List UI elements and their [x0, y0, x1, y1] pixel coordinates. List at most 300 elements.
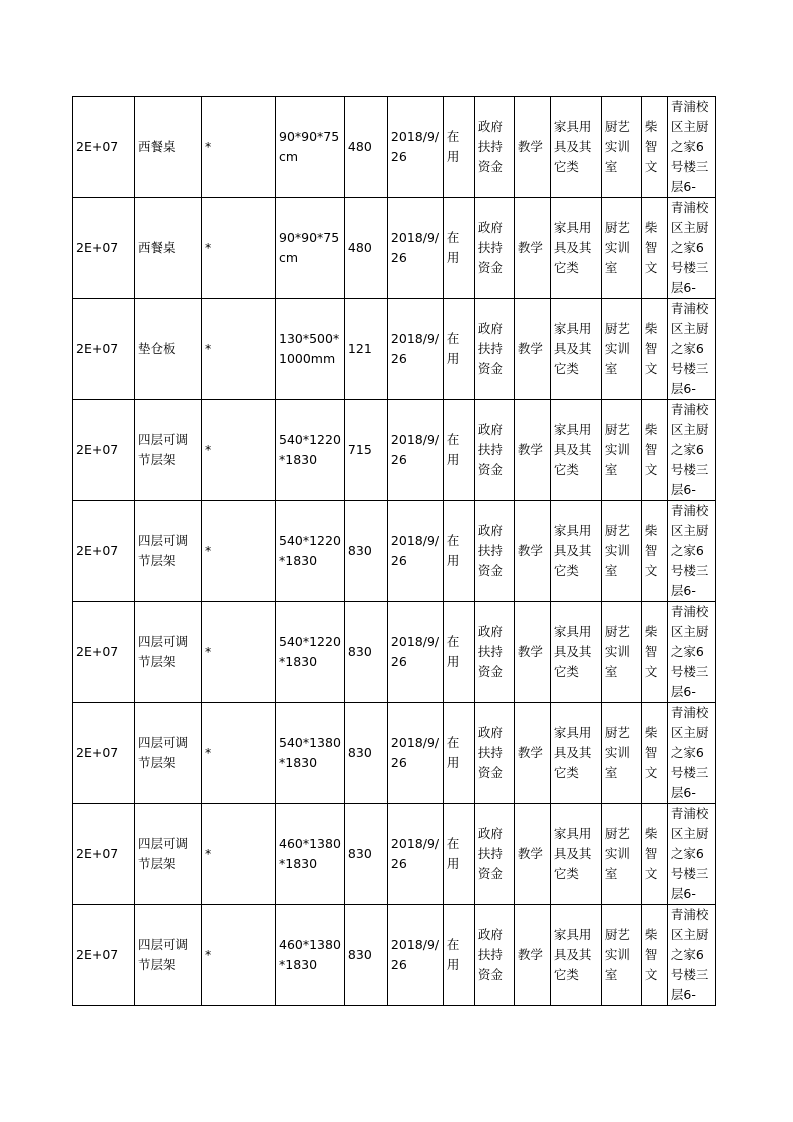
table-row	[73, 198, 716, 299]
location-cell-line: 号楼三	[670, 462, 709, 477]
location-cell-line: 号楼三	[670, 361, 709, 376]
location-cell-line: 区主厨	[670, 119, 709, 134]
location-cell-line: 青浦校	[670, 402, 709, 417]
usage-status-cell: 在用	[443, 299, 474, 400]
asset-spec-cell-line: 460*1380	[279, 836, 341, 851]
asset-price-cell: 830	[344, 905, 387, 1006]
funding-source-cell-line: 资金	[477, 866, 503, 881]
department-cell-line: 实训	[604, 644, 630, 659]
department-cell-line: 厨艺	[604, 523, 630, 538]
department-cell	[601, 804, 641, 905]
location-cell-line: 区主厨	[670, 826, 709, 841]
location-cell-line: 区主厨	[670, 927, 709, 942]
funding-source-cell	[474, 905, 514, 1006]
asset-price-cell: 830	[344, 804, 387, 905]
asset-code-cell: 2E+07	[73, 804, 135, 905]
department-cell-line: 室	[604, 765, 618, 780]
usage-status-cell: 在用	[443, 501, 474, 602]
purchase-date-cell-line: 26	[390, 654, 407, 669]
location-cell-line: 区主厨	[670, 422, 709, 437]
purchase-date-cell-line: 2018/9/	[390, 331, 440, 346]
funding-source-cell-line: 扶持	[477, 240, 503, 255]
asset-spec-cell-line: *1830	[279, 654, 318, 669]
location-cell-line: 层6-	[670, 987, 696, 1002]
custodian-cell-line: 智	[644, 947, 658, 962]
asset-spec-cell-line: *1830	[279, 755, 318, 770]
asset-spec-cell	[276, 501, 345, 602]
funding-source-cell-line: 资金	[477, 563, 503, 578]
custodian-cell-line: 柴	[644, 927, 658, 942]
custodian-cell-line: 柴	[644, 422, 658, 437]
custodian-cell-line: 文	[644, 361, 658, 376]
location-cell-line: 青浦校	[670, 301, 709, 316]
asset-spec-cell-line: *1830	[279, 856, 318, 871]
location-cell-line: 青浦校	[670, 200, 709, 215]
funding-source-cell	[474, 299, 514, 400]
location-cell-line: 号楼三	[670, 866, 709, 881]
department-cell-line: 实训	[604, 543, 630, 558]
custodian-cell-line: 智	[644, 644, 658, 659]
location-cell-line: 区主厨	[670, 523, 709, 538]
asset-category-cell-line: 它类	[553, 563, 579, 578]
location-cell-line: 青浦校	[670, 604, 709, 619]
department-cell-line: 实训	[604, 240, 630, 255]
department-cell	[601, 400, 641, 501]
location-cell	[667, 905, 715, 1006]
funding-source-cell-line: 扶持	[477, 846, 503, 861]
department-cell	[601, 602, 641, 703]
custodian-cell-line: 智	[644, 240, 658, 255]
asset-category-cell	[550, 97, 601, 198]
asset-category-cell-line: 具及其	[553, 745, 592, 760]
usage-status-cell: 在用	[443, 804, 474, 905]
usage-purpose-cell: 教学	[514, 602, 550, 703]
department-cell-line: 室	[604, 462, 618, 477]
asset-spec-cell	[276, 602, 345, 703]
asset-category-cell	[550, 501, 601, 602]
funding-source-cell	[474, 198, 514, 299]
asset-category-cell-line: 具及其	[553, 240, 592, 255]
location-cell-line: 号楼三	[670, 260, 709, 275]
funding-source-cell-line: 扶持	[477, 947, 503, 962]
asset-spec-cell-line: 130*500*	[279, 331, 340, 346]
location-cell-line: 之家6	[670, 442, 704, 457]
asset-name-cell	[135, 905, 202, 1006]
location-cell-line: 层6-	[670, 785, 696, 800]
table-row	[73, 97, 716, 198]
asset-category-cell-line: 它类	[553, 765, 579, 780]
custodian-cell-line: 文	[644, 462, 658, 477]
funding-source-cell-line: 政府	[477, 220, 503, 235]
asset-spec-cell-line: 540*1220	[279, 432, 341, 447]
asset-table	[72, 96, 716, 1006]
purchase-date-cell	[387, 400, 443, 501]
department-cell-line: 厨艺	[604, 321, 630, 336]
location-cell-line: 之家6	[670, 240, 704, 255]
asset-name-cell-line: 节层架	[138, 856, 176, 871]
asset-name-cell	[135, 602, 202, 703]
funding-source-cell-line: 资金	[477, 361, 503, 376]
asset-spec-cell	[276, 804, 345, 905]
asset-name-cell-line: 节层架	[138, 452, 176, 467]
funding-source-cell-line: 扶持	[477, 644, 503, 659]
asset-category-cell-line: 它类	[553, 664, 579, 679]
funding-source-cell-line: 政府	[477, 624, 503, 639]
asset-category-cell-line: 家具用	[553, 119, 592, 134]
custodian-cell-line: 智	[644, 846, 658, 861]
funding-source-cell-line: 政府	[477, 422, 503, 437]
asset-table-body	[73, 97, 716, 1006]
asset-name-cell-line: 节层架	[138, 654, 176, 669]
purchase-date-cell	[387, 804, 443, 905]
table-row	[73, 703, 716, 804]
department-cell-line: 厨艺	[604, 826, 630, 841]
asset-code-cell: 2E+07	[73, 501, 135, 602]
asset-category-cell	[550, 602, 601, 703]
asset-spec-cell-line: 540*1220	[279, 533, 341, 548]
purchase-date-cell-line: 2018/9/	[390, 129, 440, 144]
asset-name-cell-line: 垫仓板	[138, 341, 176, 356]
department-cell-line: 室	[604, 664, 618, 679]
asset-name-cell-line: 四层可调	[138, 735, 189, 750]
custodian-cell-line: 文	[644, 260, 658, 275]
custodian-cell	[641, 198, 667, 299]
custodian-cell-line: 柴	[644, 826, 658, 841]
custodian-cell	[641, 905, 667, 1006]
asset-spec-cell-line: cm	[279, 250, 299, 265]
asset-spec-cell	[276, 905, 345, 1006]
asset-code-cell: 2E+07	[73, 905, 135, 1006]
usage-purpose-cell: 教学	[514, 703, 550, 804]
purchase-date-cell-line: 26	[390, 553, 407, 568]
asset-category-cell	[550, 905, 601, 1006]
usage-purpose-cell: 教学	[514, 400, 550, 501]
department-cell-line: 室	[604, 260, 618, 275]
funding-source-cell-line: 扶持	[477, 341, 503, 356]
department-cell-line: 实训	[604, 947, 630, 962]
asset-mark-cell: *	[202, 804, 276, 905]
asset-category-cell	[550, 400, 601, 501]
funding-source-cell-line: 政府	[477, 119, 503, 134]
asset-name-cell	[135, 198, 202, 299]
purchase-date-cell-line: 26	[390, 250, 407, 265]
location-cell	[667, 97, 715, 198]
location-cell-line: 号楼三	[670, 765, 709, 780]
asset-mark-cell: *	[202, 703, 276, 804]
asset-category-cell-line: 家具用	[553, 321, 592, 336]
asset-name-cell	[135, 804, 202, 905]
department-cell-line: 室	[604, 967, 618, 982]
location-cell	[667, 703, 715, 804]
purchase-date-cell-line: 26	[390, 957, 407, 972]
location-cell-line: 之家6	[670, 139, 704, 154]
asset-spec-cell-line: *1830	[279, 452, 318, 467]
asset-spec-cell-line: 460*1380	[279, 937, 341, 952]
location-cell-line: 层6-	[670, 482, 696, 497]
funding-source-cell-line: 政府	[477, 725, 503, 740]
asset-mark-cell: *	[202, 602, 276, 703]
usage-purpose-cell: 教学	[514, 299, 550, 400]
funding-source-cell	[474, 97, 514, 198]
asset-name-cell-line: 四层可调	[138, 533, 189, 548]
department-cell-line: 实训	[604, 442, 630, 457]
location-cell-line: 青浦校	[670, 99, 709, 114]
location-cell-line: 号楼三	[670, 967, 709, 982]
location-cell-line: 号楼三	[670, 159, 709, 174]
asset-code-cell: 2E+07	[73, 198, 135, 299]
department-cell-line: 室	[604, 361, 618, 376]
department-cell-line: 厨艺	[604, 725, 630, 740]
custodian-cell	[641, 804, 667, 905]
funding-source-cell-line: 资金	[477, 664, 503, 679]
usage-purpose-cell: 教学	[514, 804, 550, 905]
purchase-date-cell-line: 2018/9/	[390, 533, 440, 548]
purchase-date-cell	[387, 602, 443, 703]
asset-name-cell-line: 节层架	[138, 957, 176, 972]
custodian-cell	[641, 299, 667, 400]
location-cell-line: 区主厨	[670, 321, 709, 336]
asset-category-cell-line: 它类	[553, 159, 579, 174]
custodian-cell	[641, 97, 667, 198]
custodian-cell-line: 文	[644, 563, 658, 578]
asset-category-cell-line: 具及其	[553, 846, 592, 861]
custodian-cell-line: 智	[644, 543, 658, 558]
location-cell	[667, 804, 715, 905]
purchase-date-cell	[387, 703, 443, 804]
purchase-date-cell	[387, 97, 443, 198]
asset-category-cell	[550, 198, 601, 299]
funding-source-cell-line: 资金	[477, 159, 503, 174]
location-cell-line: 青浦校	[670, 907, 709, 922]
location-cell-line: 区主厨	[670, 725, 709, 740]
asset-category-cell-line: 具及其	[553, 543, 592, 558]
usage-purpose-cell: 教学	[514, 501, 550, 602]
location-cell-line: 层6-	[670, 886, 696, 901]
department-cell	[601, 905, 641, 1006]
custodian-cell-line: 柴	[644, 624, 658, 639]
purchase-date-cell-line: 2018/9/	[390, 735, 440, 750]
asset-mark-cell: *	[202, 501, 276, 602]
asset-name-cell-line: 四层可调	[138, 836, 189, 851]
location-cell-line: 号楼三	[670, 664, 709, 679]
asset-category-cell-line: 具及其	[553, 139, 592, 154]
asset-category-cell-line: 家具用	[553, 927, 592, 942]
usage-status-cell: 在用	[443, 602, 474, 703]
asset-name-cell	[135, 501, 202, 602]
location-cell-line: 层6-	[670, 381, 696, 396]
purchase-date-cell-line: 26	[390, 755, 407, 770]
funding-source-cell	[474, 703, 514, 804]
custodian-cell-line: 文	[644, 765, 658, 780]
funding-source-cell-line: 政府	[477, 826, 503, 841]
location-cell-line: 之家6	[670, 846, 704, 861]
asset-spec-cell-line: 540*1220	[279, 634, 341, 649]
asset-code-cell: 2E+07	[73, 299, 135, 400]
department-cell	[601, 198, 641, 299]
purchase-date-cell-line: 2018/9/	[390, 937, 440, 952]
asset-price-cell: 715	[344, 400, 387, 501]
department-cell-line: 厨艺	[604, 119, 630, 134]
asset-name-cell-line: 四层可调	[138, 432, 189, 447]
usage-status-cell: 在用	[443, 400, 474, 501]
asset-category-cell-line: 具及其	[553, 341, 592, 356]
asset-category-cell-line: 它类	[553, 462, 579, 477]
location-cell	[667, 501, 715, 602]
funding-source-cell-line: 资金	[477, 462, 503, 477]
custodian-cell-line: 柴	[644, 523, 658, 538]
department-cell-line: 实训	[604, 745, 630, 760]
asset-name-cell	[135, 97, 202, 198]
funding-source-cell	[474, 501, 514, 602]
funding-source-cell	[474, 602, 514, 703]
custodian-cell	[641, 501, 667, 602]
asset-category-cell-line: 家具用	[553, 725, 592, 740]
table-row	[73, 602, 716, 703]
asset-mark-cell: *	[202, 905, 276, 1006]
asset-category-cell	[550, 299, 601, 400]
custodian-cell-line: 文	[644, 664, 658, 679]
asset-category-cell-line: 家具用	[553, 624, 592, 639]
funding-source-cell-line: 政府	[477, 523, 503, 538]
asset-spec-cell-line: 90*90*75	[279, 129, 340, 144]
asset-category-cell-line: 具及其	[553, 947, 592, 962]
asset-name-cell-line: 西餐桌	[138, 240, 176, 255]
table-row	[73, 804, 716, 905]
custodian-cell-line: 柴	[644, 725, 658, 740]
purchase-date-cell-line: 26	[390, 351, 407, 366]
purchase-date-cell-line: 26	[390, 452, 407, 467]
department-cell-line: 室	[604, 866, 618, 881]
asset-price-cell: 830	[344, 501, 387, 602]
asset-code-cell: 2E+07	[73, 703, 135, 804]
purchase-date-cell	[387, 198, 443, 299]
asset-price-cell: 830	[344, 703, 387, 804]
asset-category-cell	[550, 804, 601, 905]
usage-purpose-cell: 教学	[514, 97, 550, 198]
asset-category-cell-line: 它类	[553, 361, 579, 376]
asset-code-cell: 2E+07	[73, 602, 135, 703]
asset-name-cell	[135, 703, 202, 804]
custodian-cell	[641, 400, 667, 501]
funding-source-cell-line: 资金	[477, 260, 503, 275]
asset-price-cell: 480	[344, 97, 387, 198]
location-cell-line: 青浦校	[670, 705, 709, 720]
asset-spec-cell-line: cm	[279, 149, 299, 164]
department-cell-line: 室	[604, 563, 618, 578]
location-cell-line: 层6-	[670, 179, 696, 194]
asset-category-cell-line: 家具用	[553, 523, 592, 538]
department-cell	[601, 703, 641, 804]
location-cell-line: 号楼三	[670, 563, 709, 578]
department-cell-line: 厨艺	[604, 220, 630, 235]
asset-name-cell-line: 西餐桌	[138, 139, 176, 154]
funding-source-cell-line: 扶持	[477, 543, 503, 558]
department-cell-line: 厨艺	[604, 927, 630, 942]
location-cell	[667, 602, 715, 703]
custodian-cell-line: 智	[644, 341, 658, 356]
asset-category-cell-line: 家具用	[553, 826, 592, 841]
asset-name-cell-line: 四层可调	[138, 634, 189, 649]
custodian-cell	[641, 703, 667, 804]
usage-purpose-cell: 教学	[514, 905, 550, 1006]
purchase-date-cell-line: 2018/9/	[390, 432, 440, 447]
table-row	[73, 501, 716, 602]
custodian-cell-line: 柴	[644, 220, 658, 235]
funding-source-cell-line: 扶持	[477, 442, 503, 457]
usage-purpose-cell: 教学	[514, 198, 550, 299]
asset-name-cell-line: 四层可调	[138, 937, 189, 952]
asset-mark-cell: *	[202, 299, 276, 400]
asset-name-cell-line: 节层架	[138, 553, 176, 568]
custodian-cell-line: 智	[644, 442, 658, 457]
location-cell-line: 青浦校	[670, 503, 709, 518]
asset-category-cell-line: 家具用	[553, 422, 592, 437]
location-cell-line: 之家6	[670, 341, 704, 356]
asset-spec-cell	[276, 400, 345, 501]
purchase-date-cell-line: 26	[390, 856, 407, 871]
table-row	[73, 905, 716, 1006]
asset-category-cell	[550, 703, 601, 804]
funding-source-cell-line: 政府	[477, 321, 503, 336]
purchase-date-cell-line: 2018/9/	[390, 634, 440, 649]
asset-mark-cell: *	[202, 400, 276, 501]
usage-status-cell: 在用	[443, 198, 474, 299]
location-cell-line: 层6-	[670, 583, 696, 598]
asset-category-cell-line: 它类	[553, 866, 579, 881]
department-cell-line: 实训	[604, 846, 630, 861]
purchase-date-cell-line: 2018/9/	[390, 836, 440, 851]
asset-mark-cell: *	[202, 198, 276, 299]
funding-source-cell-line: 扶持	[477, 745, 503, 760]
location-cell-line: 层6-	[670, 280, 696, 295]
location-cell-line: 之家6	[670, 947, 704, 962]
custodian-cell-line: 柴	[644, 119, 658, 134]
asset-name-cell	[135, 299, 202, 400]
funding-source-cell-line: 扶持	[477, 139, 503, 154]
asset-price-cell: 830	[344, 602, 387, 703]
funding-source-cell-line: 资金	[477, 765, 503, 780]
location-cell-line: 之家6	[670, 745, 704, 760]
asset-price-cell: 121	[344, 299, 387, 400]
asset-spec-cell	[276, 97, 345, 198]
department-cell-line: 实训	[604, 139, 630, 154]
funding-source-cell	[474, 400, 514, 501]
department-cell-line: 实训	[604, 341, 630, 356]
department-cell-line: 厨艺	[604, 624, 630, 639]
asset-name-cell	[135, 400, 202, 501]
asset-category-cell-line: 具及其	[553, 644, 592, 659]
asset-category-cell-line: 它类	[553, 260, 579, 275]
asset-mark-cell: *	[202, 97, 276, 198]
asset-code-cell: 2E+07	[73, 97, 135, 198]
purchase-date-cell	[387, 501, 443, 602]
custodian-cell-line: 柴	[644, 321, 658, 336]
asset-spec-cell-line: 1000mm	[279, 351, 336, 366]
purchase-date-cell	[387, 299, 443, 400]
location-cell-line: 区主厨	[670, 624, 709, 639]
asset-category-cell-line: 具及其	[553, 442, 592, 457]
usage-status-cell: 在用	[443, 905, 474, 1006]
location-cell-line: 层6-	[670, 684, 696, 699]
asset-price-cell: 480	[344, 198, 387, 299]
location-cell	[667, 198, 715, 299]
funding-source-cell	[474, 804, 514, 905]
funding-source-cell-line: 资金	[477, 967, 503, 982]
department-cell	[601, 299, 641, 400]
custodian-cell-line: 智	[644, 139, 658, 154]
location-cell-line: 之家6	[670, 644, 704, 659]
table-row	[73, 299, 716, 400]
